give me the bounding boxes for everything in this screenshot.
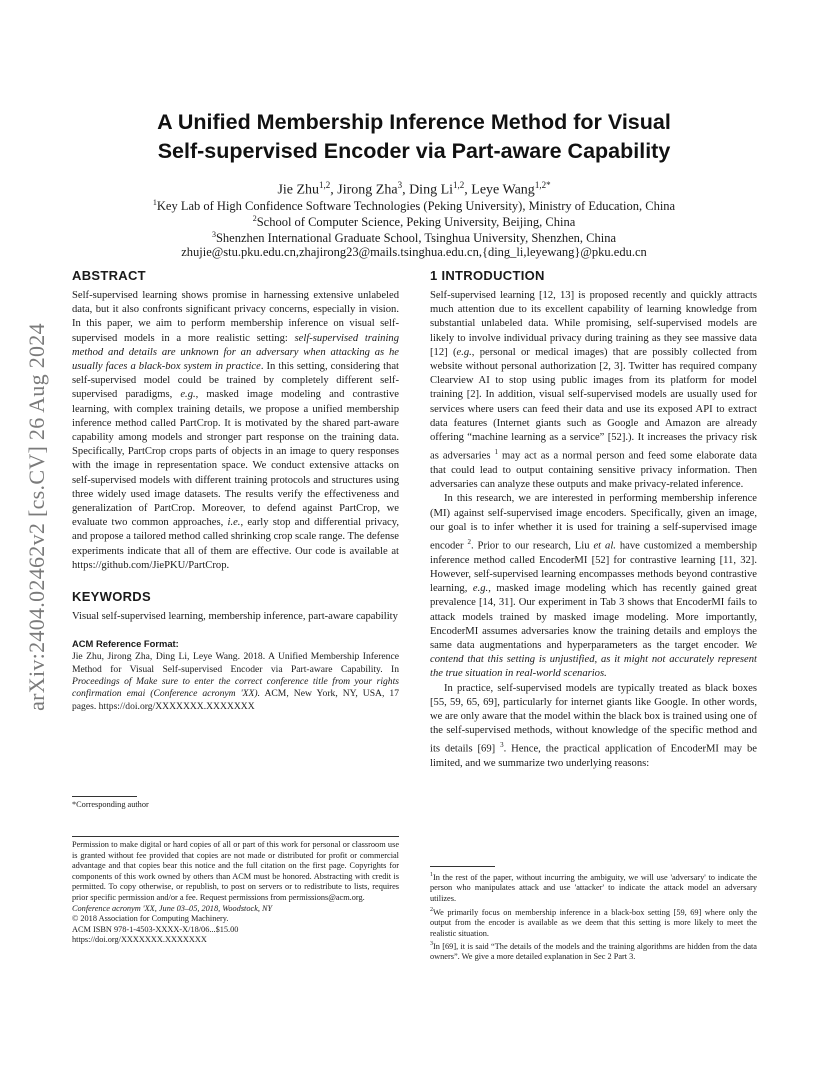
author-name: Ding Li: [409, 182, 454, 198]
intro-paragraph-3: [430, 682, 757, 772]
intro-paragraph-2: [430, 492, 757, 681]
intro-text: may act as a normal person and feed some elaborate data that could lead to output containing sensitive privacy information. Then adversaries can analyze these outputs and make privacy-related inference.: [430, 450, 757, 491]
footnote-text: We primarily focus on membership inference in a black-box setting [59, 69] where only the output from the encoder is available as we deem that this setting is more likely to meet the realistic situation.: [430, 907, 757, 938]
intro-text: Self-supervised learning [12, 13] is proposed recently and quickly attracts much attention due to its excellent capability of learning knowledge from substantial unlabeled data. While promising, self-supervised models are likely to involve individual privacy during training as they see massive data [12] (: [430, 290, 757, 358]
footnote-text: In the rest of the paper, without incurring the ambiguity, we will use 'adversary' to indicate the person who manipulates attack and use 'attacker' to indicate the attack model an adversary utilizes.: [430, 872, 757, 903]
affiliation-sup: 1: [152, 198, 157, 207]
isbn-line: ACM ISBN 978-1-4503-XXXX-X/18/06...$15.00: [72, 924, 239, 934]
acm-reference-text-italic: Proceedings of Make sure to enter the correct conference title from your rights confirmation emai (Conference acronym 'XX).: [72, 676, 399, 700]
footnote-marker: 1: [494, 448, 499, 457]
author-affil-sup: 1,2*: [534, 180, 551, 190]
intro-text: . Hence, the practical application of EncoderMI may be limited, and we summarize two underlying reasons:: [430, 743, 757, 770]
acm-reference-heading: ACM Reference Format:: [72, 638, 179, 650]
author-emails: zhujie@stu.pku.edu.cn,zhajirong23@mails.tsinghua.edu.cn,{ding_li,leyewang}@pku.edu.cn: [181, 245, 647, 259]
intro-text-italic: e.g.: [472, 583, 489, 595]
abstract-heading: ABSTRACT: [72, 268, 146, 283]
intro-text-italic: et al.: [593, 540, 616, 552]
conference-info: Conference acronym 'XX, June 03–05, 2018, Woodstock, NY: [72, 903, 273, 913]
affiliation-text: School of Computer Science, Peking University, Beijing, China: [256, 215, 576, 230]
right-column: [430, 268, 757, 771]
arxiv-identifier: arXiv:2404.02462v2 [cs.CV] 26 Aug 2024: [24, 323, 49, 711]
author-affil-sup: 3: [397, 180, 403, 190]
acm-reference-text: ACM, New York, NY, USA, 17 pages. https://doi.org/XXXXXXX.XXXXXXX: [72, 688, 400, 712]
intro-text: have customized a membership inference method called EncoderMI [52] for contrastive learning [11, 32]. However, self-supervised learning encompasses methods beyond contrastive learning,: [430, 540, 757, 595]
intro-paragraph-1: [430, 289, 757, 492]
footnote-rule: [72, 796, 137, 797]
abstract-body: [72, 289, 399, 573]
abstract-text: , early stop and differential privacy, and propose a tailored method called shrinking crop scale range. The defense experiments indicate that all of them are effective. Our code is available at https://github.com/JiePKU/PartCrop.: [72, 517, 400, 571]
abstract-text-italic: self-supervised training method and details are unknown for an adversary when attacking as he usually faces a black-box system in practice: [72, 332, 399, 373]
corresponding-author-footnote: *Corresponding author: [72, 800, 149, 809]
title-line-1: A Unified Membership Inference Method for Visual: [157, 110, 671, 134]
permission-rule: [72, 836, 399, 837]
affiliation-text: Shenzhen International Graduate School, Tsinghua University, Shenzhen, China: [215, 231, 617, 246]
abstract-text: , masked image modeling and contrastive learning, with complex training details, we propose a unified membership inference method called PartCrop. It is motivated by the shared part-aware capability among models and stronger part response on the training data. Specifically, PartCrop crops parts of objects in an image to query responses with the image in representation space. We conduct extensive attacks on self-supervised models with different training protocols and structures using three widely used image datasets. The results verify the effectiveness and generalization of PartCrop. Moreover, to defend against PartCrop, we evaluate two common approaches,: [72, 389, 399, 529]
intro-text: In practice, self-supervised models are typically treated as black boxes [55, 59, 65, 69], particularly for internet giants like Google. In other words, we are only aware that the model within the black box is trained using one of the self-supervised methods, without knowledge of the specific method and its details [69]: [430, 682, 757, 755]
intro-text-italic: e.g.: [456, 346, 472, 358]
affiliation-sup: 3: [211, 230, 216, 239]
permission-text: Permission to make digital or hard copies of all or part of this work for personal or classroom use is granted without fee provided that copies are not made or distributed for profit or commercial advantage and that copies bear this notice and the full citation on the first page. Copyrights for components of this work owned by others than ACM must be honored. Abstracting with credit is permitted. To copy otherwise, or republish, to post on servers or to redistribute to lists, requires prior specific permission and/or a fee. Request permissions from permissions@acm.org.: [72, 840, 399, 902]
footnote-marker: 2: [467, 537, 471, 546]
doi-line: https://doi.org/XXXXXXX.XXXXXXX: [72, 935, 207, 945]
keywords-body: Visual self-supervised learning, membership inference, part-aware capability: [72, 611, 398, 623]
author-affil-sup: 1,2: [319, 180, 331, 190]
abstract-text: Self-supervised learning shows promise in harnessing extensive unlabeled data, but it also confronts significant privacy concerns, especially in vision. In this paper, we aim to perform membership inference on visual self-supervised models in a more realistic setting:: [72, 290, 399, 344]
author-affil-sup: 1,2: [453, 180, 465, 190]
keywords-heading: KEYWORDS: [72, 589, 151, 605]
arxiv-side-stamp: [22, 277, 52, 757]
affiliation-sup: 2: [252, 214, 257, 223]
footnote-sup: 1: [430, 872, 433, 878]
left-column: [72, 268, 399, 713]
introduction-heading: 1 INTRODUCTION: [430, 268, 545, 283]
footnotes-block: [430, 870, 757, 963]
title-line-2: Self-supervised Encoder via Part-aware Capability: [157, 139, 671, 163]
intro-text: , personal or medical images) that are possibly collected from website without personal authorization [2, 3]. Twitter has required company Clearview AI to stop using public images from its platform for model training [2]. In addition, visual self-supervised models are usually used for services where users can feed their data and use its exposed API to extract data features (Internet giants such as Google and Amazon are already offering “machine learning as a service” [52].). It increases the privacy risk as adversaries: [430, 346, 757, 462]
abstract-text-italic: e.g.: [180, 389, 196, 401]
acm-reference-text: Jie Zhu, Jirong Zha, Ding Li, Leye Wang. 2018. A Unified Membership Inference Method for Visual Self-supervised Encoder via Part-aware Capability. In: [72, 651, 399, 675]
footnote-1: [430, 870, 757, 905]
footnote-3: [430, 939, 757, 963]
paper-title: [70, 108, 758, 166]
footnote-text: In [69], it is said “The details of the models and the training algorithms are hidden from the data owners”. We give a more detailed explanation in Sec 2 Part 3.: [430, 941, 757, 962]
author-name: Jirong Zha: [337, 182, 398, 198]
intro-text: . Prior to our research, Liu: [470, 540, 594, 552]
intro-text: In this research, we are interested in performing membership inference (MI) against self-supervised image encoders. Specifically, given an image, our goal is to infer whether it is used for training a self-supervised image encoder: [430, 493, 757, 552]
author-name: Jie Zhu: [277, 182, 320, 198]
footnote-rule: [430, 866, 495, 867]
footnote-sup: 3: [430, 941, 433, 948]
copyright-line: © 2018 Association for Computing Machinery.: [72, 914, 229, 924]
abstract-text-italic: i.e.: [227, 517, 241, 529]
acm-reference-body: [72, 651, 399, 713]
author-name: Leye Wang: [471, 182, 535, 198]
author-list: Jie Zhu$^{1,2}$, Jirong Zha$^3$, Ding Li$^{1,2}$, Leye Wang$^{1,2*}$: [277, 180, 551, 198]
intro-text: , masked image modeling which has recently gained great prevalence [14, 31]. Our experiment in Tab 3 shows that EncoderMI fails to attack models trained by masked image modeling. More importantly, EncoderMI assumes adversaries know the training details and employs the same data augmentations and hyperparameters as the target encoder.: [430, 583, 757, 651]
permission-block: [72, 840, 399, 946]
footnote-marker: 3: [500, 741, 504, 750]
abstract-text: . In this setting, considering that self-supervised model could be trained by completely different self-supervised paradigms,: [72, 361, 400, 401]
footnote-sup: 2: [430, 906, 433, 913]
affiliation-text: Key Lab of High Confidence Software Technologies (Peking University), Ministry of Education, China: [156, 199, 676, 214]
footnote-2: [430, 905, 757, 940]
intro-text-italic: We contend that this setting is unjustified, as it might not accurately represent the true situation in real-world scenarios.: [430, 639, 757, 680]
